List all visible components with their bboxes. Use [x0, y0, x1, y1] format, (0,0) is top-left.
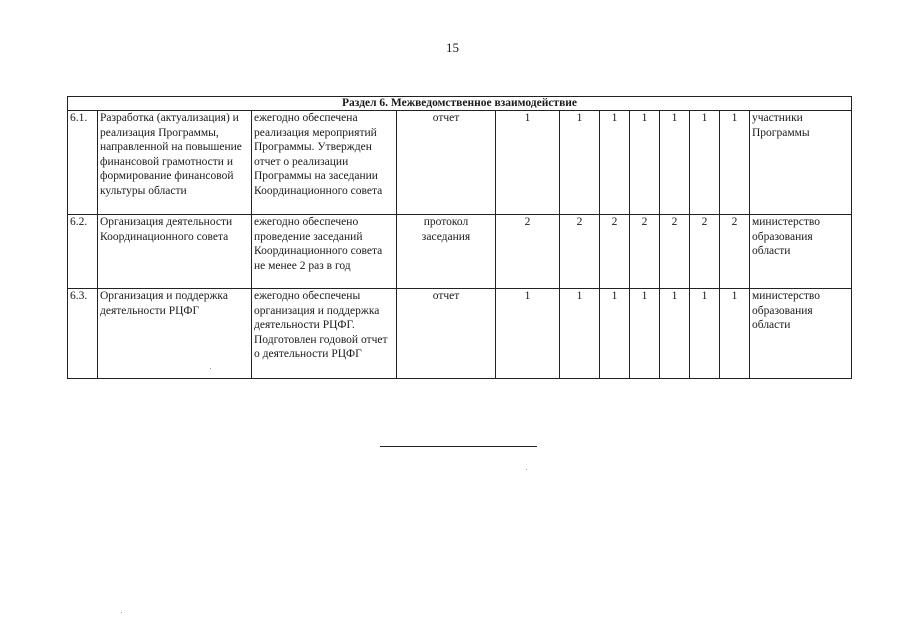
- activities-table: [67, 96, 852, 379]
- section-title: Раздел 6. Межведомственное взаимодействие: [68, 97, 852, 111]
- section-header-row: [68, 97, 852, 111]
- value-cell: 1: [630, 111, 660, 215]
- row-number: 6.1.: [68, 111, 98, 215]
- value-cell: 1: [660, 111, 690, 215]
- result-cell: ежегодно обеспечены организация и поддержка деятельности РЦФГ. Подготовлен годовой отчет о деятельности РЦФГ: [252, 289, 397, 379]
- indicator-cell: отчет: [397, 289, 496, 379]
- value-cell: 2: [496, 215, 560, 289]
- value-cell: 2: [630, 215, 660, 289]
- value-cell: 1: [630, 289, 660, 379]
- value-cell: 1: [496, 289, 560, 379]
- closing-rule: [380, 446, 537, 447]
- value-cell: 1: [720, 289, 750, 379]
- value-cell: 1: [560, 289, 600, 379]
- row-number: 6.2.: [68, 215, 98, 289]
- value-cell: 2: [720, 215, 750, 289]
- scan-speck: [121, 612, 122, 613]
- indicator-cell: протокол заседания: [397, 215, 496, 289]
- result-cell: ежегодно обеспечена реализация мероприятий Программы. Утвержден отчет о реализации Программы на заседании Координационного совета: [252, 111, 397, 215]
- executor-cell: участники Программы: [750, 111, 852, 215]
- scan-speck: [526, 469, 527, 470]
- activity-cell: Организация деятельности Координационного совета: [98, 215, 252, 289]
- table-row: [68, 111, 852, 215]
- value-cell: 1: [600, 289, 630, 379]
- executor-cell: министерство образования области: [750, 289, 852, 379]
- value-cell: 1: [560, 111, 600, 215]
- indicator-cell: отчет: [397, 111, 496, 215]
- row-number: 6.3.: [68, 289, 98, 379]
- activity-cell: Разработка (актуализация) и реализация Программы, направленной на повышение финансовой грамотности и формирование финансовой культуры области: [98, 111, 252, 215]
- table-row: [68, 289, 852, 379]
- value-cell: 1: [496, 111, 560, 215]
- value-cell: 2: [690, 215, 720, 289]
- value-cell: 1: [690, 289, 720, 379]
- page-number: 15: [446, 40, 459, 55]
- table-row: [68, 215, 852, 289]
- value-cell: 1: [690, 111, 720, 215]
- executor-cell: министерство образования области: [750, 215, 852, 289]
- scan-speck: [210, 368, 211, 369]
- activity-cell: Организация и поддержка деятельности РЦФГ: [98, 289, 252, 379]
- value-cell: 2: [660, 215, 690, 289]
- value-cell: 1: [600, 111, 630, 215]
- value-cell: 1: [660, 289, 690, 379]
- value-cell: 2: [560, 215, 600, 289]
- value-cell: 2: [600, 215, 630, 289]
- value-cell: 1: [720, 111, 750, 215]
- result-cell: ежегодно обеспечено проведение заседаний Координационного совета не менее 2 раз в год: [252, 215, 397, 289]
